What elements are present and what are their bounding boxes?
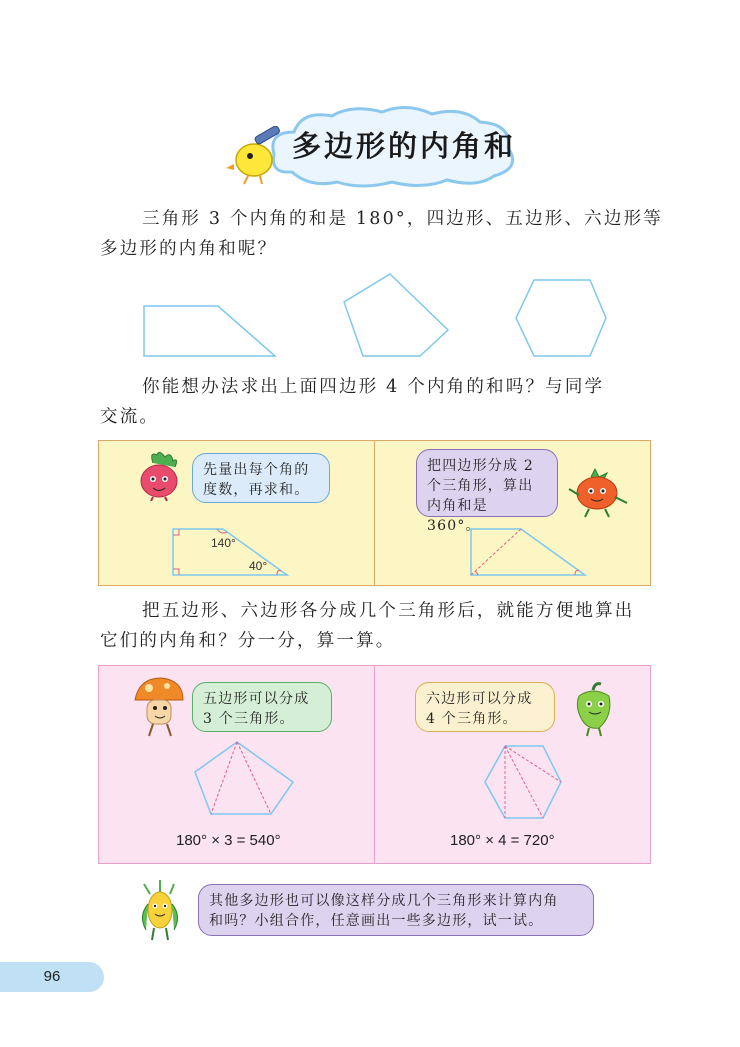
title-banner	[222, 102, 532, 190]
bubble-line: 4 个三角形。	[426, 711, 518, 727]
bubble-line: 个三角形，算出	[427, 478, 534, 494]
bubble-line: 内角和是 360°。	[427, 498, 488, 534]
bubble-line: 其他多边形也可以像这样分成几个三角形来计算内角	[209, 893, 559, 909]
angle-label-40: 40°	[249, 559, 268, 573]
hexagon-formula: 180° × 4 = 720°	[450, 832, 555, 849]
bubble-line: 3 个三角形。	[203, 711, 295, 727]
tomato-character-icon	[565, 467, 633, 521]
quadrilateral-split-figure	[457, 521, 597, 581]
question-line-1: 你能想办法求出上面四边形 4 个内角的和吗？与同学	[142, 377, 605, 397]
split-line-2: 它们的内角和？分一分，算一算。	[100, 631, 396, 651]
quadrilateral-angles-figure	[159, 521, 299, 581]
hexagon-shape	[516, 280, 606, 356]
bubble-line: 先量出每个角的	[203, 462, 310, 478]
quadrilateral-panel	[98, 440, 651, 586]
pentagon-shape	[344, 274, 448, 356]
panel-divider	[374, 441, 375, 585]
page-title: 多边形的内角和	[291, 129, 516, 163]
hexagon-split-figure	[479, 742, 569, 822]
quadrilateral-shape	[144, 306, 275, 356]
hexagon-split-bubble	[415, 682, 555, 732]
pentagon-split-figure	[189, 736, 299, 820]
bubble-line: 度数，再求和。	[203, 482, 310, 498]
intro-line-1: 三角形 3 个内角的和是 180°，四边形、五边形、六边形等	[142, 209, 663, 229]
polygon-shapes-row	[130, 268, 630, 368]
question-line-2: 交流。	[100, 407, 160, 427]
bubble-line: 五边形可以分成	[203, 691, 310, 707]
polygon-split-panel	[98, 665, 651, 864]
panel-divider	[374, 666, 375, 863]
mushroom-character-icon	[133, 676, 185, 738]
pentagon-split-bubble	[192, 682, 332, 732]
split-line-1: 把五边形、六边形各分成几个三角形后，就能方便地算出	[142, 601, 635, 621]
chick-telescope-icon	[226, 126, 286, 186]
angle-label-140: 140°	[211, 536, 236, 550]
try-other-polygons-bubble	[198, 884, 594, 936]
measure-angles-bubble	[192, 453, 330, 503]
bubble-line: 和吗？小组合作，任意画出一些多边形，试一试。	[209, 913, 544, 929]
pepper-character-icon	[569, 682, 619, 738]
bubble-line: 把四边形分成 2	[427, 458, 534, 474]
split-quadrilateral-bubble	[416, 449, 558, 534]
radish-character-icon	[135, 451, 183, 501]
pentagon-formula: 180° × 3 = 540°	[176, 832, 281, 849]
intro-line-2: 多边形的内角和呢？	[100, 239, 278, 259]
bubble-line: 六边形可以分成	[426, 691, 533, 707]
corn-character-icon	[134, 880, 186, 944]
page-number: 96	[0, 962, 104, 992]
